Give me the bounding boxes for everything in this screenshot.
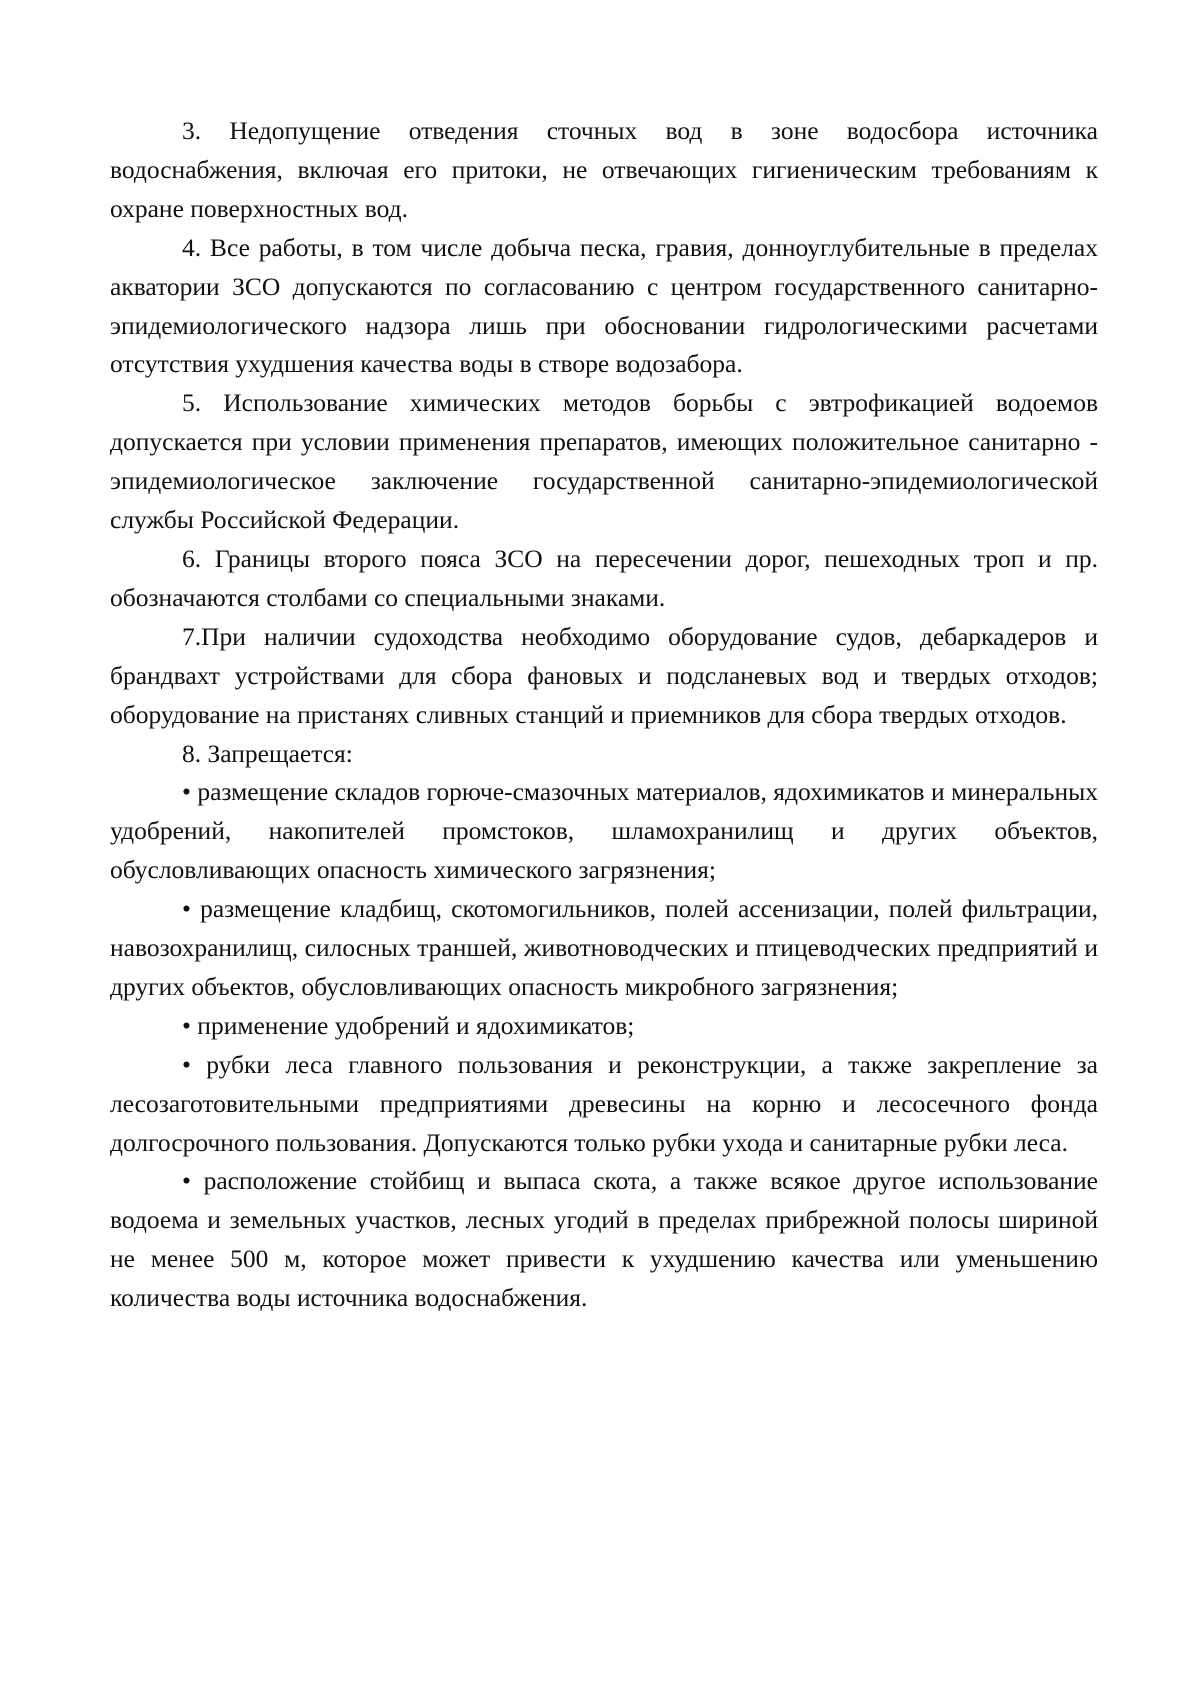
paragraph-4-works-approval: 4. Все работы, в том числе добыча песка, гравия, донноуглубительные в пределах акватории ЗСО допускаются по согласованию с центром государственного санитарно-эпидемиологического надзора лишь при обосновании гидрологическими расчетами отсутствия ухудшения качества воды в створе водозабора. [110, 232, 1098, 379]
bullet-item-chemical-storage: • размещение складов горюче-смазочных материалов, ядохимикатов и минеральных удобрений, накопителей промстоков, шламохранилищ и других объектов, обусловливающих опасность химического загрязнения; [110, 777, 1098, 885]
bullet-item-microbial-objects: • размещение кладбищ, скотомогильников, полей ассенизации, полей фильтрации, навозохранилищ, силосных траншей, животноводческих и птицеводческих предприятий и других объектов, обусловливающих опасность микробного загрязнения; [110, 894, 1098, 1001]
bullet-item-grazing: • расположение стойбищ и выпаса скота, а также всякое другое использование водоема и земельных участков, лесных угодий в пределах прибрежной полосы шириной не менее 500 м, которое может привести к ухудшению качества или уменьшению количества воды источника водоснабжения. [110, 1166, 1098, 1313]
bullet-item-fertilizers: • применение удобрений и ядохимикатов; [182, 1010, 635, 1040]
bullet-item-logging: • рубки леса главного пользования и реконструкции, а также закрепление за лесозаготовительными предприятиями древесины на корню и лесосечного фонда долгосрочного пользования. Допускаются только рубки ухода и санитарные рубки леса. [110, 1049, 1098, 1157]
paragraph-8-prohibited-heading: 8. Запрещается: [182, 738, 353, 768]
paragraph-3-wastewater: 3. Недопущение отведения сточных вод в зоне водосбора источника водоснабжения, включая его притоки, не отвечающих гигиеническим требованиям к охране поверхностных вод. [110, 116, 1098, 223]
paragraph-7-shipping: 7.При наличии судоходства необходимо оборудование судов, дебаркадеров и брандвахт устройствами для сбора фановых и подсланевых вод и твердых отходов; оборудование на пристанях сливных станций и приемников для сбора твердых отходов. [110, 621, 1098, 729]
paragraph-5-chemical-methods: 5. Использование химических методов борьбы с эвтрофикацией водоемов допускается при условии применения препаратов, имеющих положительное санитарно - эпидемиологическое заключение государственной санитарно-эпидемиологической службы Российской Федерации. [110, 388, 1098, 535]
document-body [110, 112, 1098, 1318]
paragraph-6-zone-boundaries: 6. Границы второго пояса ЗСО на пересечении дорог, пешеходных троп и пр. обозначаются столбами со специальными знаками. [110, 543, 1098, 612]
